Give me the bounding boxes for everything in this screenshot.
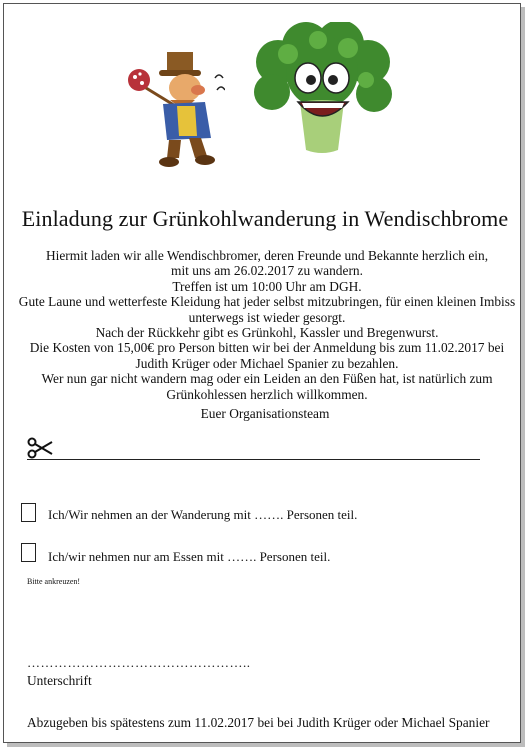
invitation-body xyxy=(18,248,516,402)
body-line: Treffen ist um 10:00 Uhr am DGH. xyxy=(172,278,362,294)
submission-footer: Abzugeben bis spätestens zum 11.02.2017 bei bei Judith Krüger oder Michael Spanier xyxy=(27,715,490,730)
body-line: Grünkohlessen herzlich willkommen. xyxy=(166,386,368,402)
check-note: Bitte ankreuzen! xyxy=(27,577,81,586)
essen-option-label: Ich/wir nehmen nur am Essen mit ……. Personen teil. xyxy=(48,549,331,564)
scissors-icon xyxy=(27,437,53,459)
essen-checkbox[interactable] xyxy=(21,543,36,562)
signature-label: Unterschrift xyxy=(27,673,92,688)
wanderung-checkbox[interactable] xyxy=(21,503,36,522)
wanderer-illustration xyxy=(125,40,225,170)
body-line: Nach der Rückkehr gibt es Grünkohl, Kassler und Bregenwurst. xyxy=(95,325,439,341)
body-line: mit uns am 26.02.2017 zu wandern. xyxy=(171,263,363,279)
body-line: Judith Krüger oder Michael Spanier zu bezahlen. xyxy=(135,355,399,371)
wanderung-option-label: Ich/Wir nehmen an der Wanderung mit ……. Personen teil. xyxy=(48,507,358,522)
cut-line xyxy=(27,459,480,460)
invitation-title: Einladung zur Grünkohlwanderung in Wendischbrome xyxy=(21,206,509,231)
body-line: Gute Laune und wetterfeste Kleidung hat jeder selbst mitzubringen, für einen kleinen Imbiss xyxy=(18,294,516,310)
body-line: Hiermit laden wir alle Wendischbromer, deren Freunde und Bekannte herzlich ein, xyxy=(45,248,489,263)
body-line: Die Kosten von 15,00€ pro Person bitten wir bei der Anmeldung bis zum 11.02.2017 bei xyxy=(29,340,505,356)
kale-character-illustration xyxy=(248,22,396,158)
body-line: unterwegs ist wieder gesorgt. xyxy=(188,309,346,325)
signoff: Euer Organisationsteam xyxy=(200,406,330,421)
signature-line: ………………………………………….. xyxy=(27,655,251,670)
body-line: Wer nun gar nicht wandern mag oder ein Leiden an den Füßen hat, ist natürlich zum xyxy=(41,371,493,387)
